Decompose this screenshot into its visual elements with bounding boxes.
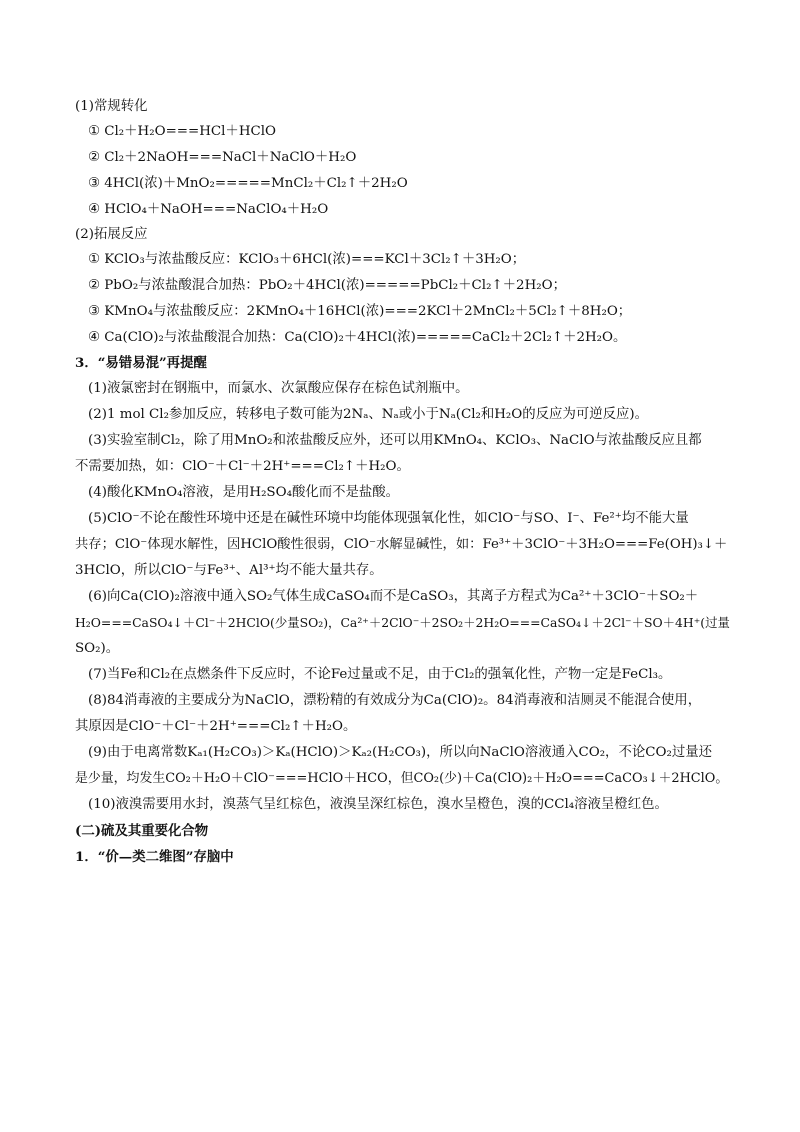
- note-line: (4)酸化KMnO₄溶液，是用H₂SO₄酸化而不是盐酸。: [88, 485, 400, 500]
- note-line: 不需要加热，如：ClO⁻＋Cl⁻＋2H⁺===Cl₂↑＋H₂O。: [75, 459, 410, 474]
- equation-line: ③ 4HCl(浓)＋MnO₂=====MnCl₂＋Cl₂↑＋2H₂O: [88, 176, 408, 191]
- note-line: (8)84消毒液的主要成分为NaClO，漂粉精的有效成分为Ca(ClO)₂。84消毒液和洁厕灵不能混合使用，: [88, 693, 702, 708]
- equation-line: ② PbO₂与浓盐酸混合加热：PbO₂＋4HCl(浓)=====PbCl₂＋Cl₂↑＋2H₂O；: [88, 278, 566, 293]
- note-line: SO₂)。: [75, 641, 120, 656]
- note-line: (5)ClO⁻不论在酸性环境中还是在碱性环境中均能体现强氧化性，如ClO⁻与SO、I⁻、Fe²⁺均不能大量: [88, 511, 689, 526]
- heading-3-reminder: 3．“易错易混”再提醒: [75, 355, 207, 371]
- equation-line: ③ KMnO₄与浓盐酸反应：2KMnO₄＋16HCl(浓)===2KCl＋2MnCl₂＋5Cl₂↑＋8H₂O；: [88, 304, 632, 319]
- note-line: (9)由于电离常数Kₐ₁(H₂CO₃)＞Kₐ(HClO)＞Kₐ₂(H₂CO₃)，所以向NaClO溶液通入CO₂，不论CO₂过量还: [88, 745, 712, 760]
- heading-1-valence-diagram: 1．“价—类二维图”存脑中: [75, 849, 234, 865]
- note-line: (7)当Fe和Cl₂在点燃条件下反应时，不论Fe过量或不足，由于Cl₂的强氧化性，产物一定是FeCl₃。: [88, 667, 672, 682]
- note-line: (6)向Ca(ClO)₂溶液中通入SO₂气体生成CaSO₄而不是CaSO₃，其离子方程式为Ca²⁺＋3ClO⁻＋SO₂＋: [88, 589, 699, 604]
- note-line: (10)液溴需要用水封，溴蒸气呈红棕色，液溴呈深红棕色，溴水呈橙色，溴的CCl₄溶液呈橙红色。: [88, 797, 668, 812]
- equation-line: ④ Ca(ClO)₂与浓盐酸混合加热：Ca(ClO)₂＋4HCl(浓)=====CaCl₂＋2Cl₂↑＋2H₂O。: [88, 330, 627, 345]
- equation-line: ② Cl₂＋2NaOH===NaCl＋NaClO＋H₂O: [88, 150, 357, 165]
- note-line: 3HClO，所以ClO⁻与Fe³⁺、Al³⁺均不能大量共存。: [75, 563, 383, 578]
- note-line: (1)液氯密封在钢瓶中，而氯水、次氯酸应保存在棕色试剂瓶中。: [88, 381, 469, 396]
- note-line: (2)1 mol Cl₂参加反应，转移电子数可能为2Nₐ、Nₐ或小于Nₐ(Cl₂和H₂O的反应为可逆反应)。: [88, 407, 649, 422]
- section-heading-conventional: (1)常规转化: [75, 99, 148, 114]
- equation-line: ④ HClO₄＋NaOH===NaClO₄＋H₂O: [88, 202, 329, 217]
- section-heading-sulfur: (二)硫及其重要化合物: [75, 823, 209, 839]
- note-line: 共存；ClO⁻体现水解性，因HClO酸性很弱，ClO⁻水解显碱性，如：Fe³⁺＋3ClO⁻＋3H₂O===Fe(OH)₃↓＋: [75, 537, 728, 552]
- section-heading-extended: (2)拓展反应: [75, 227, 148, 242]
- note-line: 是少量，均发生CO₂＋H₂O＋ClO⁻===HClO＋HCO，但CO₂(少)＋Ca(ClO)₂＋H₂O===CaCO₃↓＋2HClO。: [75, 771, 729, 786]
- equation-line: ① Cl₂＋H₂O===HCl＋HClO: [88, 124, 277, 139]
- note-line: 其原因是ClO⁻＋Cl⁻＋2H⁺===Cl₂↑＋H₂O。: [75, 719, 357, 734]
- equation-line: ① KClO₃与浓盐酸反应：KClO₃＋6HCl(浓)===KCl＋3Cl₂↑＋3H₂O；: [88, 252, 526, 267]
- note-line: (3)实验室制Cl₂，除了用MnO₂和浓盐酸反应外，还可以用KMnO₄、KClO₃、NaClO与浓盐酸反应且都: [88, 433, 702, 448]
- note-line: H₂O===CaSO₄↓＋Cl⁻＋2HClO(少量SO₂)，Ca²⁺＋2ClO⁻＋2SO₂＋2H₂O===CaSO₄↓＋2Cl⁻＋SO＋4H⁺(过量: [75, 615, 730, 630]
